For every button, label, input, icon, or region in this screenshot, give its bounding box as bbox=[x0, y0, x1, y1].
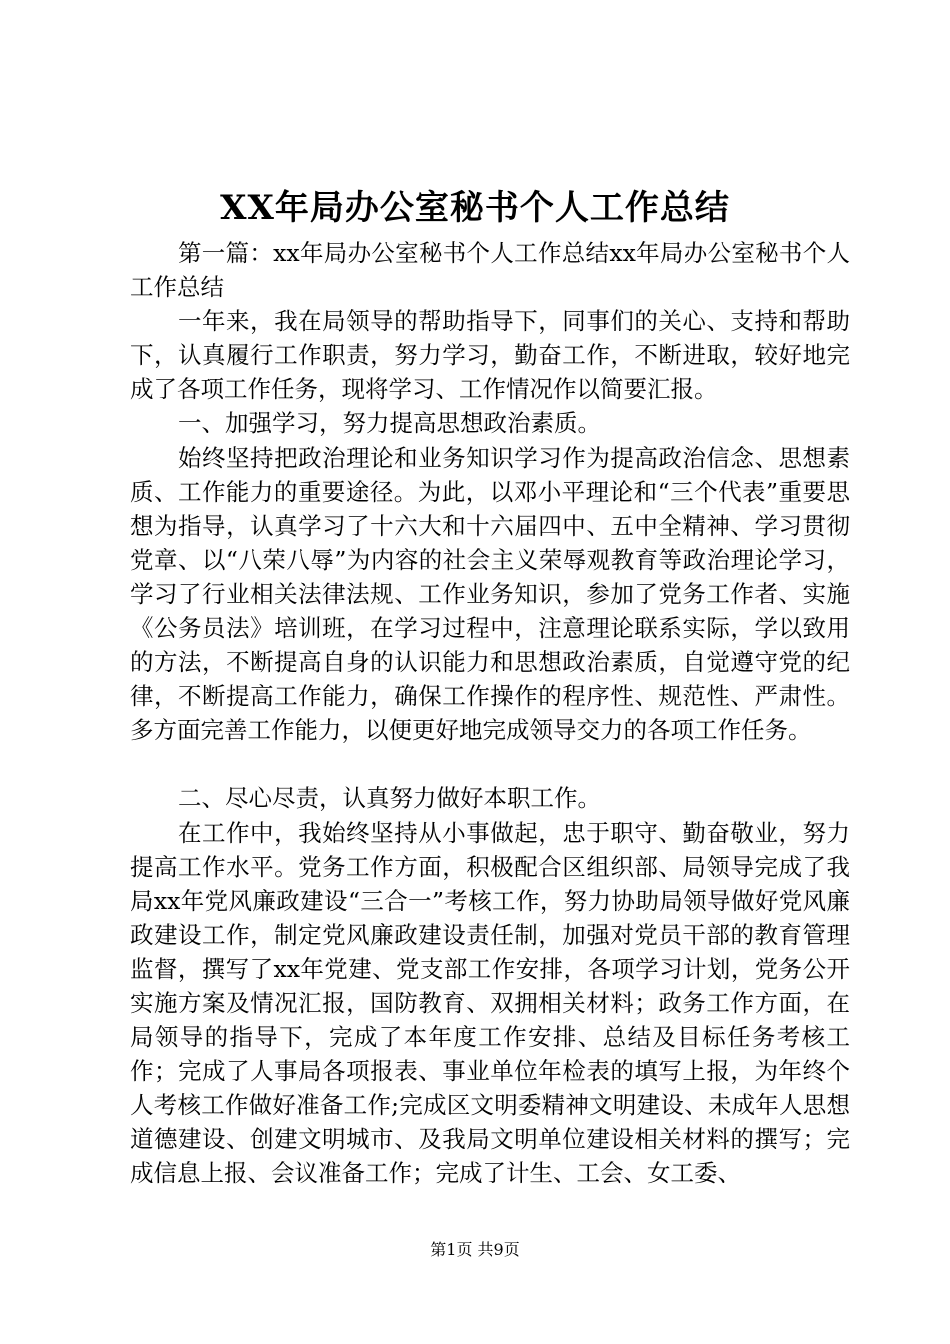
paragraph-study: 始终坚持把政治理论和业务知识学习作为提高政治信念、思想素质、工作能力的重要途径。为此，以邓小平理论和“三个代表”重要思想为指导，认真学习了十六大和十六届四中、五中全精神、学习贯彻党章、以“八荣八辱”为内容的社会主义荣辱观教育等政治理论学习，学习了行业相关法律法规、工作业务知识，参加了党务工作者、实施《公务员法》培训班，在学习过程中，注意理论联系实际，学以致用的方法，不断提高自身的认识能力和思想政治素质，自觉遵守党的纪律，不断提高工作能力，确保工作操作的程序性、规范性、严肃性。多方面完善工作能力，以便更好地完成领导交力的各项工作任务。 bbox=[130, 443, 850, 745]
section-heading-1: 一、加强学习，努力提高思想政治素质。 bbox=[178, 409, 601, 438]
paragraph-intro: 第一篇：xx年局办公室秘书个人工作总结xx年局办公室秘书个人工作总结 bbox=[130, 239, 850, 302]
paragraph-work: 在工作中，我始终坚持从小事做起，忠于职守、勤奋敬业，努力提高工作水平。党务工作方面，积极配合区组织部、局领导完成了我局xx年党风廉政建设“三合一”考核工作，努力协助局领导做好党风廉政建设工作，制定党风廉政建设责任制，加强对党员干部的教育管理监督，撰写了xx年党建、党支部工作安排，各项学习计划，党务公开实施方案及情况汇报，国防教育、双拥相关材料；政务工作方面，在局领导的指导下，完成了本年度工作安排、总结及目标任务考核工作；完成了人事局各项报表、事业单位年检表的填写上报，为年终个人考核工作做好准备工作;完成区文明委精神文明建设、未成年人思想道德建设、创建文明城市、及我局文明单位建设相关材料的撰写；完成信息上报、会议准备工作；完成了计生、工会、女工委、 bbox=[130, 818, 850, 1188]
page-footer: 第1页 共9页 bbox=[430, 1240, 520, 1259]
document-title: XX年局办公室秘书个人工作总结 bbox=[220, 188, 730, 228]
paragraph-summary: 一年来，我在局领导的帮助指导下，同事们的关心、支持和帮助下，认真履行工作职责，努力学习，勤奋工作，不断进取，较好地完成了各项工作任务，现将学习、工作情况作以简要汇报。 bbox=[130, 307, 850, 404]
paragraph-gap bbox=[130, 747, 850, 781]
document-body bbox=[130, 236, 850, 1191]
section-heading-2: 二、尽心尽责，认真努力做好本职工作。 bbox=[178, 784, 601, 813]
